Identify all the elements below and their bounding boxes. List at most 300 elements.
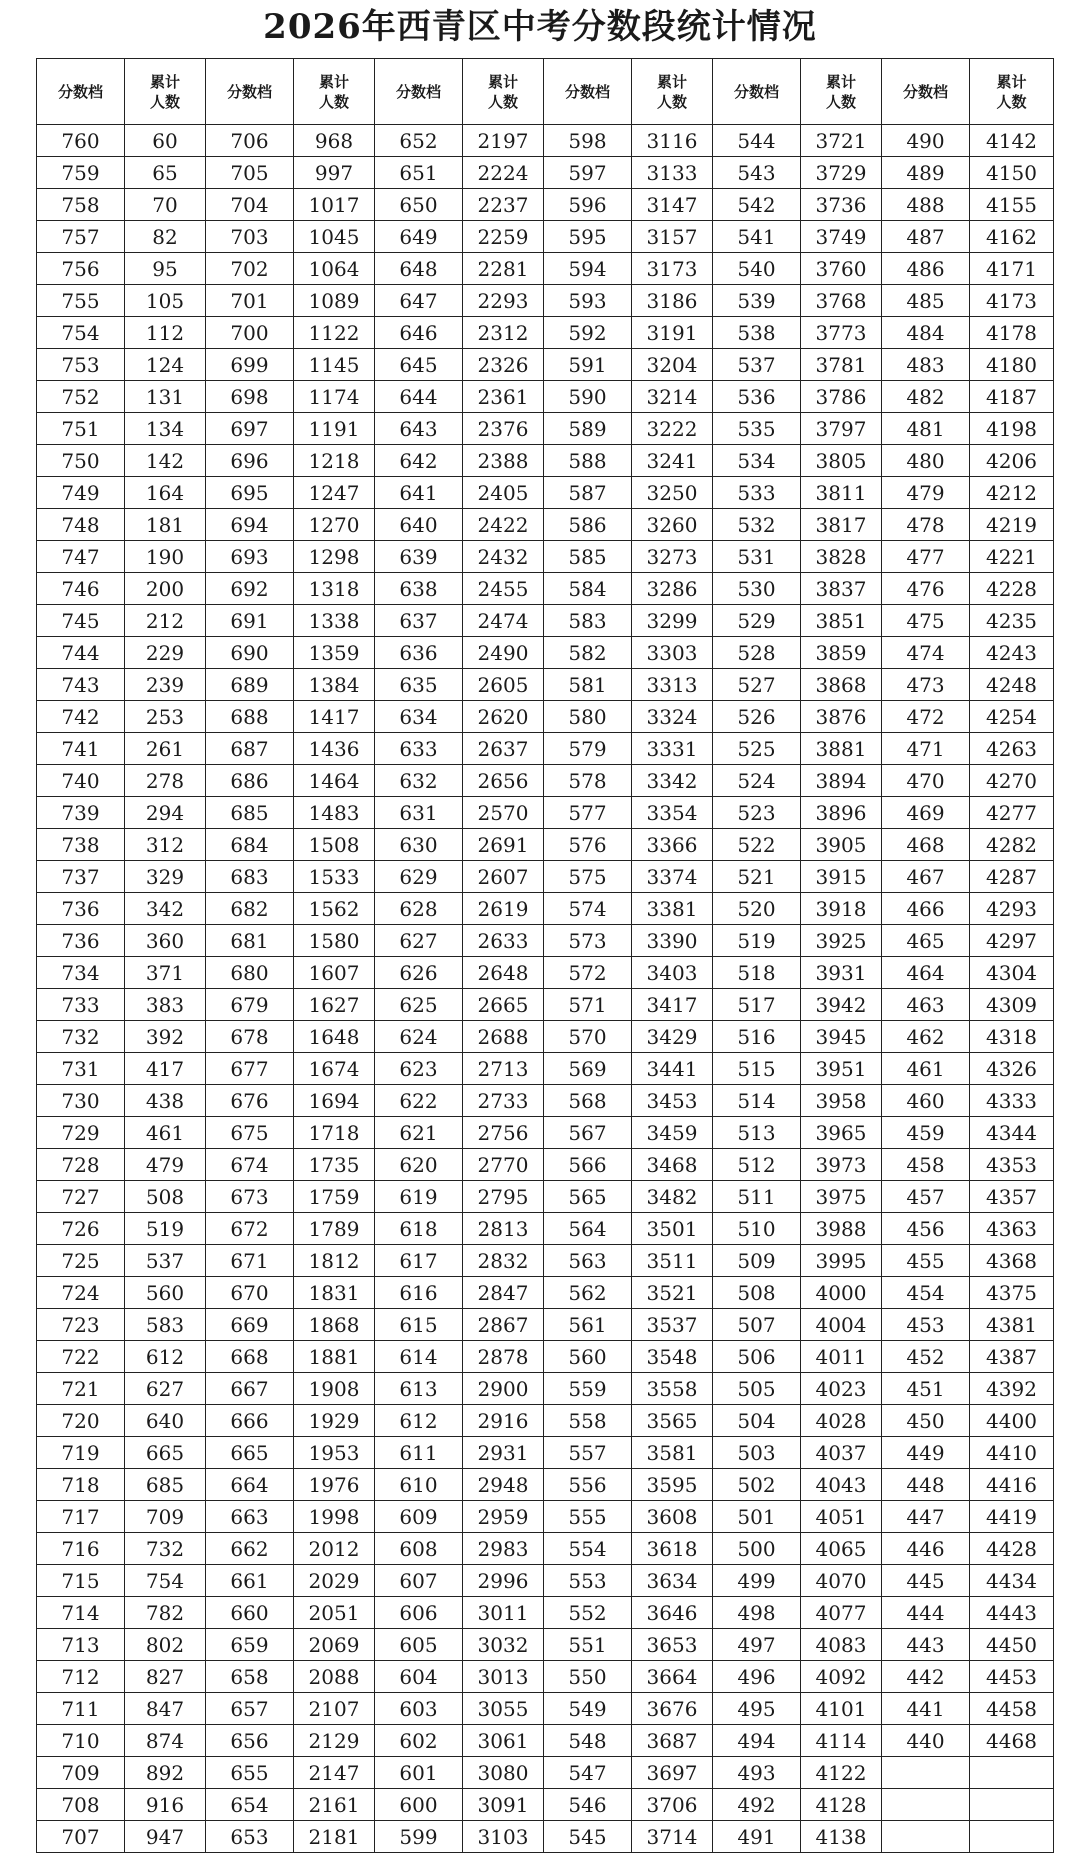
cumulative-count-cell: 1908	[294, 1373, 375, 1405]
score-cell: 529	[713, 605, 801, 637]
table-row	[37, 221, 1054, 253]
cumulative-count-cell: 2656	[463, 765, 544, 797]
cumulative-count-cell: 4122	[801, 1757, 882, 1789]
cumulative-count-cell: 1064	[294, 253, 375, 285]
score-cell: 632	[375, 765, 463, 797]
cumulative-count-cell: 3653	[632, 1629, 713, 1661]
score-cell: 572	[544, 957, 632, 989]
cumulative-count-cell: 312	[125, 829, 206, 861]
cumulative-count-cell: 4004	[801, 1309, 882, 1341]
score-cell: 715	[37, 1565, 125, 1597]
header-score: 分数档	[375, 59, 463, 125]
score-cell: 527	[713, 669, 801, 701]
score-cell: 711	[37, 1693, 125, 1725]
cumulative-count-cell: 2088	[294, 1661, 375, 1693]
score-cell: 605	[375, 1629, 463, 1661]
cumulative-count-cell	[970, 1757, 1054, 1789]
cumulative-count-cell: 1417	[294, 701, 375, 733]
table-row	[37, 1117, 1054, 1149]
score-cell: 592	[544, 317, 632, 349]
score-cell: 507	[713, 1309, 801, 1341]
cumulative-count-cell: 4101	[801, 1693, 882, 1725]
score-cell: 543	[713, 157, 801, 189]
cumulative-count-cell: 4051	[801, 1501, 882, 1533]
score-cell: 664	[206, 1469, 294, 1501]
score-cell: 739	[37, 797, 125, 829]
score-cell: 728	[37, 1149, 125, 1181]
score-cell: 681	[206, 925, 294, 957]
table-row	[37, 957, 1054, 989]
score-cell: 489	[882, 157, 970, 189]
cumulative-count-cell: 4318	[970, 1021, 1054, 1053]
cumulative-count-cell: 1218	[294, 445, 375, 477]
cumulative-count-cell: 4453	[970, 1661, 1054, 1693]
score-cell: 616	[375, 1277, 463, 1309]
cumulative-count-cell: 105	[125, 285, 206, 317]
cumulative-count-cell: 1533	[294, 861, 375, 893]
header-cumulative	[125, 59, 206, 125]
table-row	[37, 893, 1054, 925]
header-cumulative-label: 累计 人数	[318, 72, 349, 111]
score-cell: 611	[375, 1437, 463, 1469]
cumulative-count-cell: 1483	[294, 797, 375, 829]
cumulative-count-cell: 3773	[801, 317, 882, 349]
cumulative-count-cell: 4387	[970, 1341, 1054, 1373]
table-row	[37, 1629, 1054, 1661]
score-cell: 455	[882, 1245, 970, 1277]
header-cumulative	[463, 59, 544, 125]
cumulative-count-cell: 3896	[801, 797, 882, 829]
score-cell: 620	[375, 1149, 463, 1181]
table-row	[37, 317, 1054, 349]
score-cell: 554	[544, 1533, 632, 1565]
cumulative-count-cell: 3973	[801, 1149, 882, 1181]
cumulative-count-cell: 4114	[801, 1725, 882, 1757]
cumulative-count-cell: 2237	[463, 189, 544, 221]
cumulative-count-cell: 3876	[801, 701, 882, 733]
cumulative-count-cell: 4221	[970, 541, 1054, 573]
cumulative-count-cell: 134	[125, 413, 206, 445]
table-row	[37, 765, 1054, 797]
score-cell: 627	[375, 925, 463, 957]
cumulative-count-cell: 2361	[463, 381, 544, 413]
table-row	[37, 861, 1054, 893]
cumulative-count-cell: 3915	[801, 861, 882, 893]
score-cell: 692	[206, 573, 294, 605]
cumulative-count-cell: 583	[125, 1309, 206, 1341]
cumulative-count-cell: 1145	[294, 349, 375, 381]
cumulative-count-cell: 4363	[970, 1213, 1054, 1245]
header-cumulative	[801, 59, 882, 125]
score-cell: 660	[206, 1597, 294, 1629]
score-cell: 713	[37, 1629, 125, 1661]
cumulative-count-cell: 997	[294, 157, 375, 189]
cumulative-count-cell: 4155	[970, 189, 1054, 221]
score-cell: 598	[544, 125, 632, 157]
score-cell: 536	[713, 381, 801, 413]
score-cell: 559	[544, 1373, 632, 1405]
cumulative-count-cell: 2147	[294, 1757, 375, 1789]
cumulative-count-cell: 2648	[463, 957, 544, 989]
score-cell: 727	[37, 1181, 125, 1213]
score-cell: 485	[882, 285, 970, 317]
score-cell: 714	[37, 1597, 125, 1629]
cumulative-count-cell: 3374	[632, 861, 713, 893]
score-cell: 450	[882, 1405, 970, 1437]
score-cell: 471	[882, 733, 970, 765]
score-cell: 528	[713, 637, 801, 669]
cumulative-count-cell: 1045	[294, 221, 375, 253]
header-cumulative-label: 累计 人数	[996, 72, 1027, 111]
table-row	[37, 125, 1054, 157]
cumulative-count-cell: 1929	[294, 1405, 375, 1437]
score-cell: 718	[37, 1469, 125, 1501]
cumulative-count-cell: 4150	[970, 157, 1054, 189]
cumulative-count-cell: 3595	[632, 1469, 713, 1501]
page-title: 2026年西青区中考分数段统计情况	[263, 7, 817, 47]
score-cell: 589	[544, 413, 632, 445]
score-cell: 571	[544, 989, 632, 1021]
score-cell: 453	[882, 1309, 970, 1341]
score-cell: 640	[375, 509, 463, 541]
score-cell: 443	[882, 1629, 970, 1661]
cumulative-count-cell: 461	[125, 1117, 206, 1149]
score-cell: 708	[37, 1789, 125, 1821]
cumulative-count-cell: 2224	[463, 157, 544, 189]
score-cell: 748	[37, 509, 125, 541]
table-row	[37, 541, 1054, 573]
cumulative-count-cell: 342	[125, 893, 206, 925]
score-cell: 688	[206, 701, 294, 733]
cumulative-count-cell: 3080	[463, 1757, 544, 1789]
cumulative-count-cell: 3011	[463, 1597, 544, 1629]
cumulative-count-cell: 4254	[970, 701, 1054, 733]
cumulative-count-cell: 2181	[294, 1821, 375, 1853]
cumulative-count-cell: 3133	[632, 157, 713, 189]
score-cell: 579	[544, 733, 632, 765]
score-cell: 602	[375, 1725, 463, 1757]
cumulative-count-cell: 1759	[294, 1181, 375, 1213]
score-cell: 707	[37, 1821, 125, 1853]
cumulative-count-cell: 3403	[632, 957, 713, 989]
score-cell: 540	[713, 253, 801, 285]
cumulative-count-cell: 1998	[294, 1501, 375, 1533]
table-row	[37, 253, 1054, 285]
table-row	[37, 1149, 1054, 1181]
score-cell: 515	[713, 1053, 801, 1085]
cumulative-count-cell: 560	[125, 1277, 206, 1309]
table-row	[37, 285, 1054, 317]
cumulative-count-cell: 4410	[970, 1437, 1054, 1469]
cumulative-count-cell: 3781	[801, 349, 882, 381]
cumulative-count-cell: 3859	[801, 637, 882, 669]
header-score: 分数档	[544, 59, 632, 125]
cumulative-count-cell: 190	[125, 541, 206, 573]
cumulative-count-cell: 916	[125, 1789, 206, 1821]
cumulative-count-cell: 1384	[294, 669, 375, 701]
cumulative-count-cell: 4392	[970, 1373, 1054, 1405]
cumulative-count-cell: 4468	[970, 1725, 1054, 1757]
cumulative-count-cell: 3303	[632, 637, 713, 669]
score-cell: 546	[544, 1789, 632, 1821]
cumulative-count-cell: 4198	[970, 413, 1054, 445]
table-row	[37, 1309, 1054, 1341]
cumulative-count-cell: 3768	[801, 285, 882, 317]
score-cell: 538	[713, 317, 801, 349]
score-cell: 724	[37, 1277, 125, 1309]
table-row	[37, 1085, 1054, 1117]
score-cell: 597	[544, 157, 632, 189]
score-cell: 655	[206, 1757, 294, 1789]
cumulative-count-cell: 3116	[632, 125, 713, 157]
score-cell: 619	[375, 1181, 463, 1213]
cumulative-count-cell: 2813	[463, 1213, 544, 1245]
cumulative-count-cell: 3851	[801, 605, 882, 637]
table-row	[37, 1021, 1054, 1053]
score-cell: 474	[882, 637, 970, 669]
score-cell: 760	[37, 125, 125, 157]
cumulative-count-cell: 3453	[632, 1085, 713, 1117]
score-cell: 674	[206, 1149, 294, 1181]
score-cell: 475	[882, 605, 970, 637]
score-cell: 717	[37, 1501, 125, 1533]
score-cell: 457	[882, 1181, 970, 1213]
score-cell: 721	[37, 1373, 125, 1405]
table-body	[37, 125, 1054, 1853]
score-cell: 752	[37, 381, 125, 413]
score-cell: 491	[713, 1821, 801, 1853]
score-cell: 531	[713, 541, 801, 573]
score-cell: 573	[544, 925, 632, 957]
score-cell: 742	[37, 701, 125, 733]
cumulative-count-cell: 1247	[294, 477, 375, 509]
score-cell: 587	[544, 477, 632, 509]
cumulative-count-cell: 294	[125, 797, 206, 829]
score-cell: 558	[544, 1405, 632, 1437]
cumulative-count-cell: 1627	[294, 989, 375, 1021]
score-cell: 465	[882, 925, 970, 957]
cumulative-count-cell: 3390	[632, 925, 713, 957]
score-cell: 722	[37, 1341, 125, 1373]
cumulative-count-cell: 3894	[801, 765, 882, 797]
cumulative-count-cell: 3055	[463, 1693, 544, 1725]
score-cell: 701	[206, 285, 294, 317]
score-cell: 698	[206, 381, 294, 413]
score-cell: 501	[713, 1501, 801, 1533]
table-row	[37, 797, 1054, 829]
score-cell: 750	[37, 445, 125, 477]
score-cell: 567	[544, 1117, 632, 1149]
score-cell: 747	[37, 541, 125, 573]
cumulative-count-cell: 383	[125, 989, 206, 1021]
cumulative-count-cell: 2012	[294, 1533, 375, 1565]
table-row	[37, 637, 1054, 669]
cumulative-count-cell: 4368	[970, 1245, 1054, 1277]
score-cell: 549	[544, 1693, 632, 1725]
score-cell: 697	[206, 413, 294, 445]
score-cell: 506	[713, 1341, 801, 1373]
cumulative-count-cell: 2605	[463, 669, 544, 701]
score-cell: 498	[713, 1597, 801, 1629]
cumulative-count-cell: 4428	[970, 1533, 1054, 1565]
cumulative-count-cell: 2455	[463, 573, 544, 605]
cumulative-count-cell: 3299	[632, 605, 713, 637]
cumulative-count-cell: 479	[125, 1149, 206, 1181]
table-row	[37, 1757, 1054, 1789]
score-cell: 486	[882, 253, 970, 285]
score-cell: 553	[544, 1565, 632, 1597]
score-cell: 705	[206, 157, 294, 189]
score-cell: 733	[37, 989, 125, 1021]
score-cell: 670	[206, 1277, 294, 1309]
score-cell: 666	[206, 1405, 294, 1437]
score-cell: 675	[206, 1117, 294, 1149]
score-cell: 744	[37, 637, 125, 669]
cumulative-count-cell: 3664	[632, 1661, 713, 1693]
score-cell: 544	[713, 125, 801, 157]
cumulative-count-cell: 1868	[294, 1309, 375, 1341]
score-cell: 446	[882, 1533, 970, 1565]
cumulative-count-cell: 874	[125, 1725, 206, 1757]
score-cell: 730	[37, 1085, 125, 1117]
score-cell: 500	[713, 1533, 801, 1565]
score-cell: 706	[206, 125, 294, 157]
score-cell: 444	[882, 1597, 970, 1629]
score-cell: 595	[544, 221, 632, 253]
score-cell: 607	[375, 1565, 463, 1597]
cumulative-count-cell: 1359	[294, 637, 375, 669]
score-cell: 583	[544, 605, 632, 637]
cumulative-count-cell: 3459	[632, 1117, 713, 1149]
score-cell: 759	[37, 157, 125, 189]
cumulative-count-cell: 3186	[632, 285, 713, 317]
score-cell: 646	[375, 317, 463, 349]
score-cell: 633	[375, 733, 463, 765]
score-cell: 671	[206, 1245, 294, 1277]
cumulative-count-cell: 3975	[801, 1181, 882, 1213]
cumulative-count-cell: 4173	[970, 285, 1054, 317]
cumulative-count-cell: 2259	[463, 221, 544, 253]
cumulative-count-cell: 1089	[294, 285, 375, 317]
score-cell: 673	[206, 1181, 294, 1213]
cumulative-count-cell: 3905	[801, 829, 882, 861]
cumulative-count-cell: 131	[125, 381, 206, 413]
score-cell: 541	[713, 221, 801, 253]
score-cell: 746	[37, 573, 125, 605]
cumulative-count-cell: 665	[125, 1437, 206, 1469]
cumulative-count-cell: 2713	[463, 1053, 544, 1085]
score-cell: 459	[882, 1117, 970, 1149]
table-row	[37, 509, 1054, 541]
cumulative-count-cell: 3817	[801, 509, 882, 541]
score-cell: 530	[713, 573, 801, 605]
cumulative-count-cell: 2129	[294, 1725, 375, 1757]
score-cell: 514	[713, 1085, 801, 1117]
score-cell: 513	[713, 1117, 801, 1149]
cumulative-count-cell: 4293	[970, 893, 1054, 925]
cumulative-count-cell: 2691	[463, 829, 544, 861]
score-cell: 533	[713, 477, 801, 509]
score-cell: 539	[713, 285, 801, 317]
cumulative-count-cell: 508	[125, 1181, 206, 1213]
table-row	[37, 1405, 1054, 1437]
cumulative-count-cell: 3868	[801, 669, 882, 701]
score-cell: 694	[206, 509, 294, 541]
table-row	[37, 1789, 1054, 1821]
cumulative-count-cell: 3204	[632, 349, 713, 381]
score-cell: 522	[713, 829, 801, 861]
cumulative-count-cell: 2432	[463, 541, 544, 573]
cumulative-count-cell: 4263	[970, 733, 1054, 765]
score-cell: 582	[544, 637, 632, 669]
score-cell: 709	[37, 1757, 125, 1789]
cumulative-count-cell: 4419	[970, 1501, 1054, 1533]
score-cell: 517	[713, 989, 801, 1021]
cumulative-count-cell: 4297	[970, 925, 1054, 957]
score-cell: 630	[375, 829, 463, 861]
cumulative-count-cell: 329	[125, 861, 206, 893]
score-cell: 534	[713, 445, 801, 477]
header-cumulative-label: 累计 人数	[656, 72, 687, 111]
score-cell: 654	[206, 1789, 294, 1821]
cumulative-count-cell: 1298	[294, 541, 375, 573]
cumulative-count-cell: 4434	[970, 1565, 1054, 1597]
cumulative-count-cell: 2570	[463, 797, 544, 829]
cumulative-count-cell: 782	[125, 1597, 206, 1629]
score-cell: 574	[544, 893, 632, 925]
cumulative-count-cell: 3173	[632, 253, 713, 285]
score-cell: 557	[544, 1437, 632, 1469]
score-cell: 685	[206, 797, 294, 829]
cumulative-count-cell: 640	[125, 1405, 206, 1437]
score-cell: 665	[206, 1437, 294, 1469]
score-cell: 523	[713, 797, 801, 829]
score-cell: 634	[375, 701, 463, 733]
header-cumulative-label: 累计 人数	[825, 72, 856, 111]
cumulative-count-cell: 3537	[632, 1309, 713, 1341]
cumulative-count-cell: 181	[125, 509, 206, 541]
table-row	[37, 829, 1054, 861]
score-cell: 454	[882, 1277, 970, 1309]
score-cell: 483	[882, 349, 970, 381]
score-cell: 458	[882, 1149, 970, 1181]
score-cell: 561	[544, 1309, 632, 1341]
cumulative-count-cell: 371	[125, 957, 206, 989]
cumulative-count-cell: 3286	[632, 573, 713, 605]
cumulative-count-cell: 3222	[632, 413, 713, 445]
score-cell: 614	[375, 1341, 463, 1373]
cumulative-count-cell: 4178	[970, 317, 1054, 349]
cumulative-count-cell: 4416	[970, 1469, 1054, 1501]
score-cell: 492	[713, 1789, 801, 1821]
score-cell: 704	[206, 189, 294, 221]
score-cell: 535	[713, 413, 801, 445]
score-cell: 585	[544, 541, 632, 573]
score-cell: 648	[375, 253, 463, 285]
score-cell: 754	[37, 317, 125, 349]
score-cell: 621	[375, 1117, 463, 1149]
cumulative-count-cell: 3354	[632, 797, 713, 829]
cumulative-count-cell: 2948	[463, 1469, 544, 1501]
cumulative-count-cell: 1122	[294, 317, 375, 349]
cumulative-count-cell: 1881	[294, 1341, 375, 1373]
cumulative-count-cell: 3313	[632, 669, 713, 701]
table-row	[37, 733, 1054, 765]
score-cell: 624	[375, 1021, 463, 1053]
cumulative-count-cell: 1648	[294, 1021, 375, 1053]
table-row	[37, 925, 1054, 957]
score-cell: 736	[37, 893, 125, 925]
